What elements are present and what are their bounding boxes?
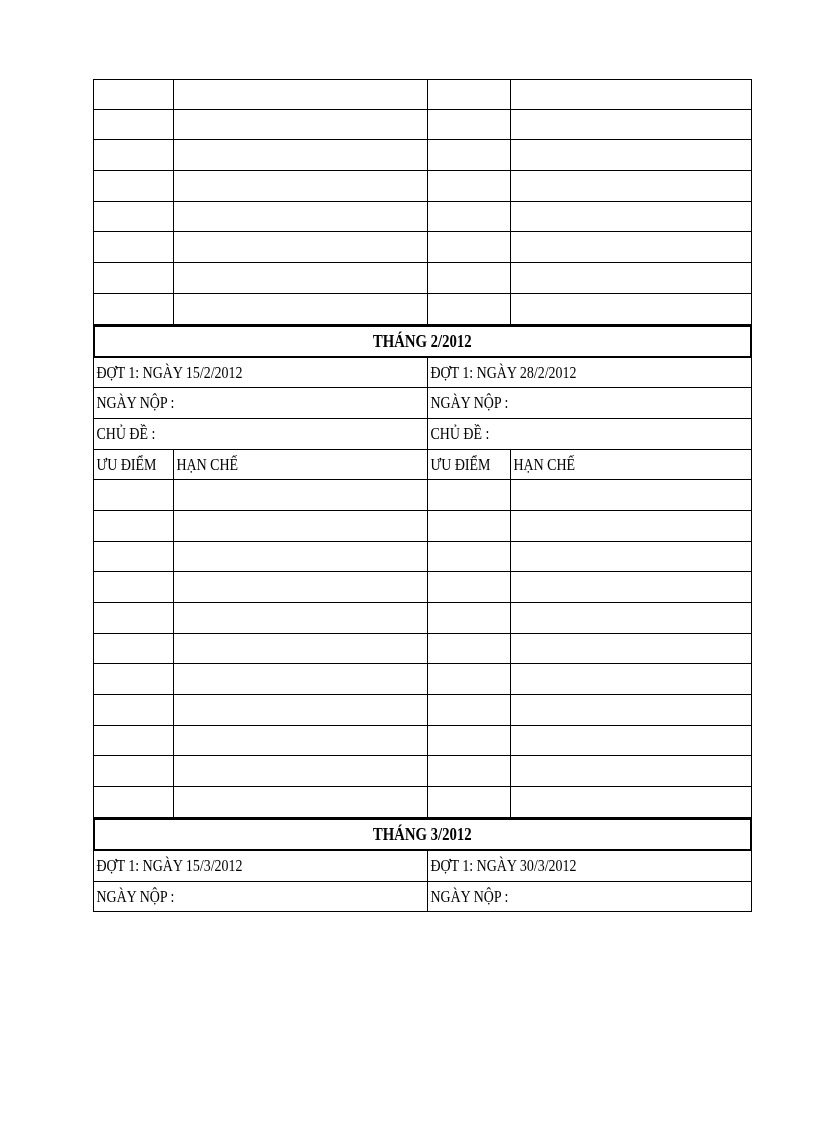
month-title: THÁNG 2/2012 [373,330,472,351]
blank-row [93,695,752,726]
cons-header-left: HẠN CHẾ [176,454,239,474]
blank-row [93,202,752,233]
blank-row [93,294,752,325]
cons-header-right: HẠN CHẾ [513,454,576,474]
left-date: ĐỢT 1: NGÀY 15/2/2012 [96,362,243,382]
blank-row [93,726,752,757]
blank-row [93,232,752,263]
submit-row [93,882,752,913]
blank-row [93,634,752,665]
blank-row [93,110,752,141]
blank-row [93,171,752,202]
right-date: ĐỢT 1: NGÀY 30/3/2012 [430,855,577,875]
blank-row [93,787,752,818]
blank-row [93,263,752,294]
blank-row [93,511,752,542]
blank-row [93,603,752,634]
submit-label-right: NGÀY NỘP : [430,393,509,413]
submit-row [93,388,752,419]
blank-row [93,140,752,171]
month-header-mar [93,818,752,851]
submit-label-left: NGÀY NỘP : [96,886,175,906]
column-header-row [93,450,752,481]
topic-label-left: CHỦ ĐỀ : [96,423,156,443]
pros-header-right: ƯU ĐIỂM [430,454,491,474]
blank-row [93,79,752,110]
topic-label-right: CHỦ ĐỀ : [430,423,490,443]
blank-row [93,542,752,573]
month-title: THÁNG 3/2012 [373,823,472,844]
blank-row [93,480,752,511]
month-header-feb [93,325,752,358]
pros-header-left: ƯU ĐIỂM [96,454,157,474]
dates-row [93,851,752,882]
topic-row [93,419,752,450]
blank-row [93,664,752,695]
dates-row [93,358,752,389]
left-date: ĐỢT 1: NGÀY 15/3/2012 [96,855,243,875]
evaluation-sheet [93,79,752,912]
blank-row [93,572,752,603]
right-date: ĐỢT 1: NGÀY 28/2/2012 [430,362,577,382]
blank-row [93,756,752,787]
submit-label-right: NGÀY NỘP : [430,886,509,906]
submit-label-left: NGÀY NỘP : [96,393,175,413]
